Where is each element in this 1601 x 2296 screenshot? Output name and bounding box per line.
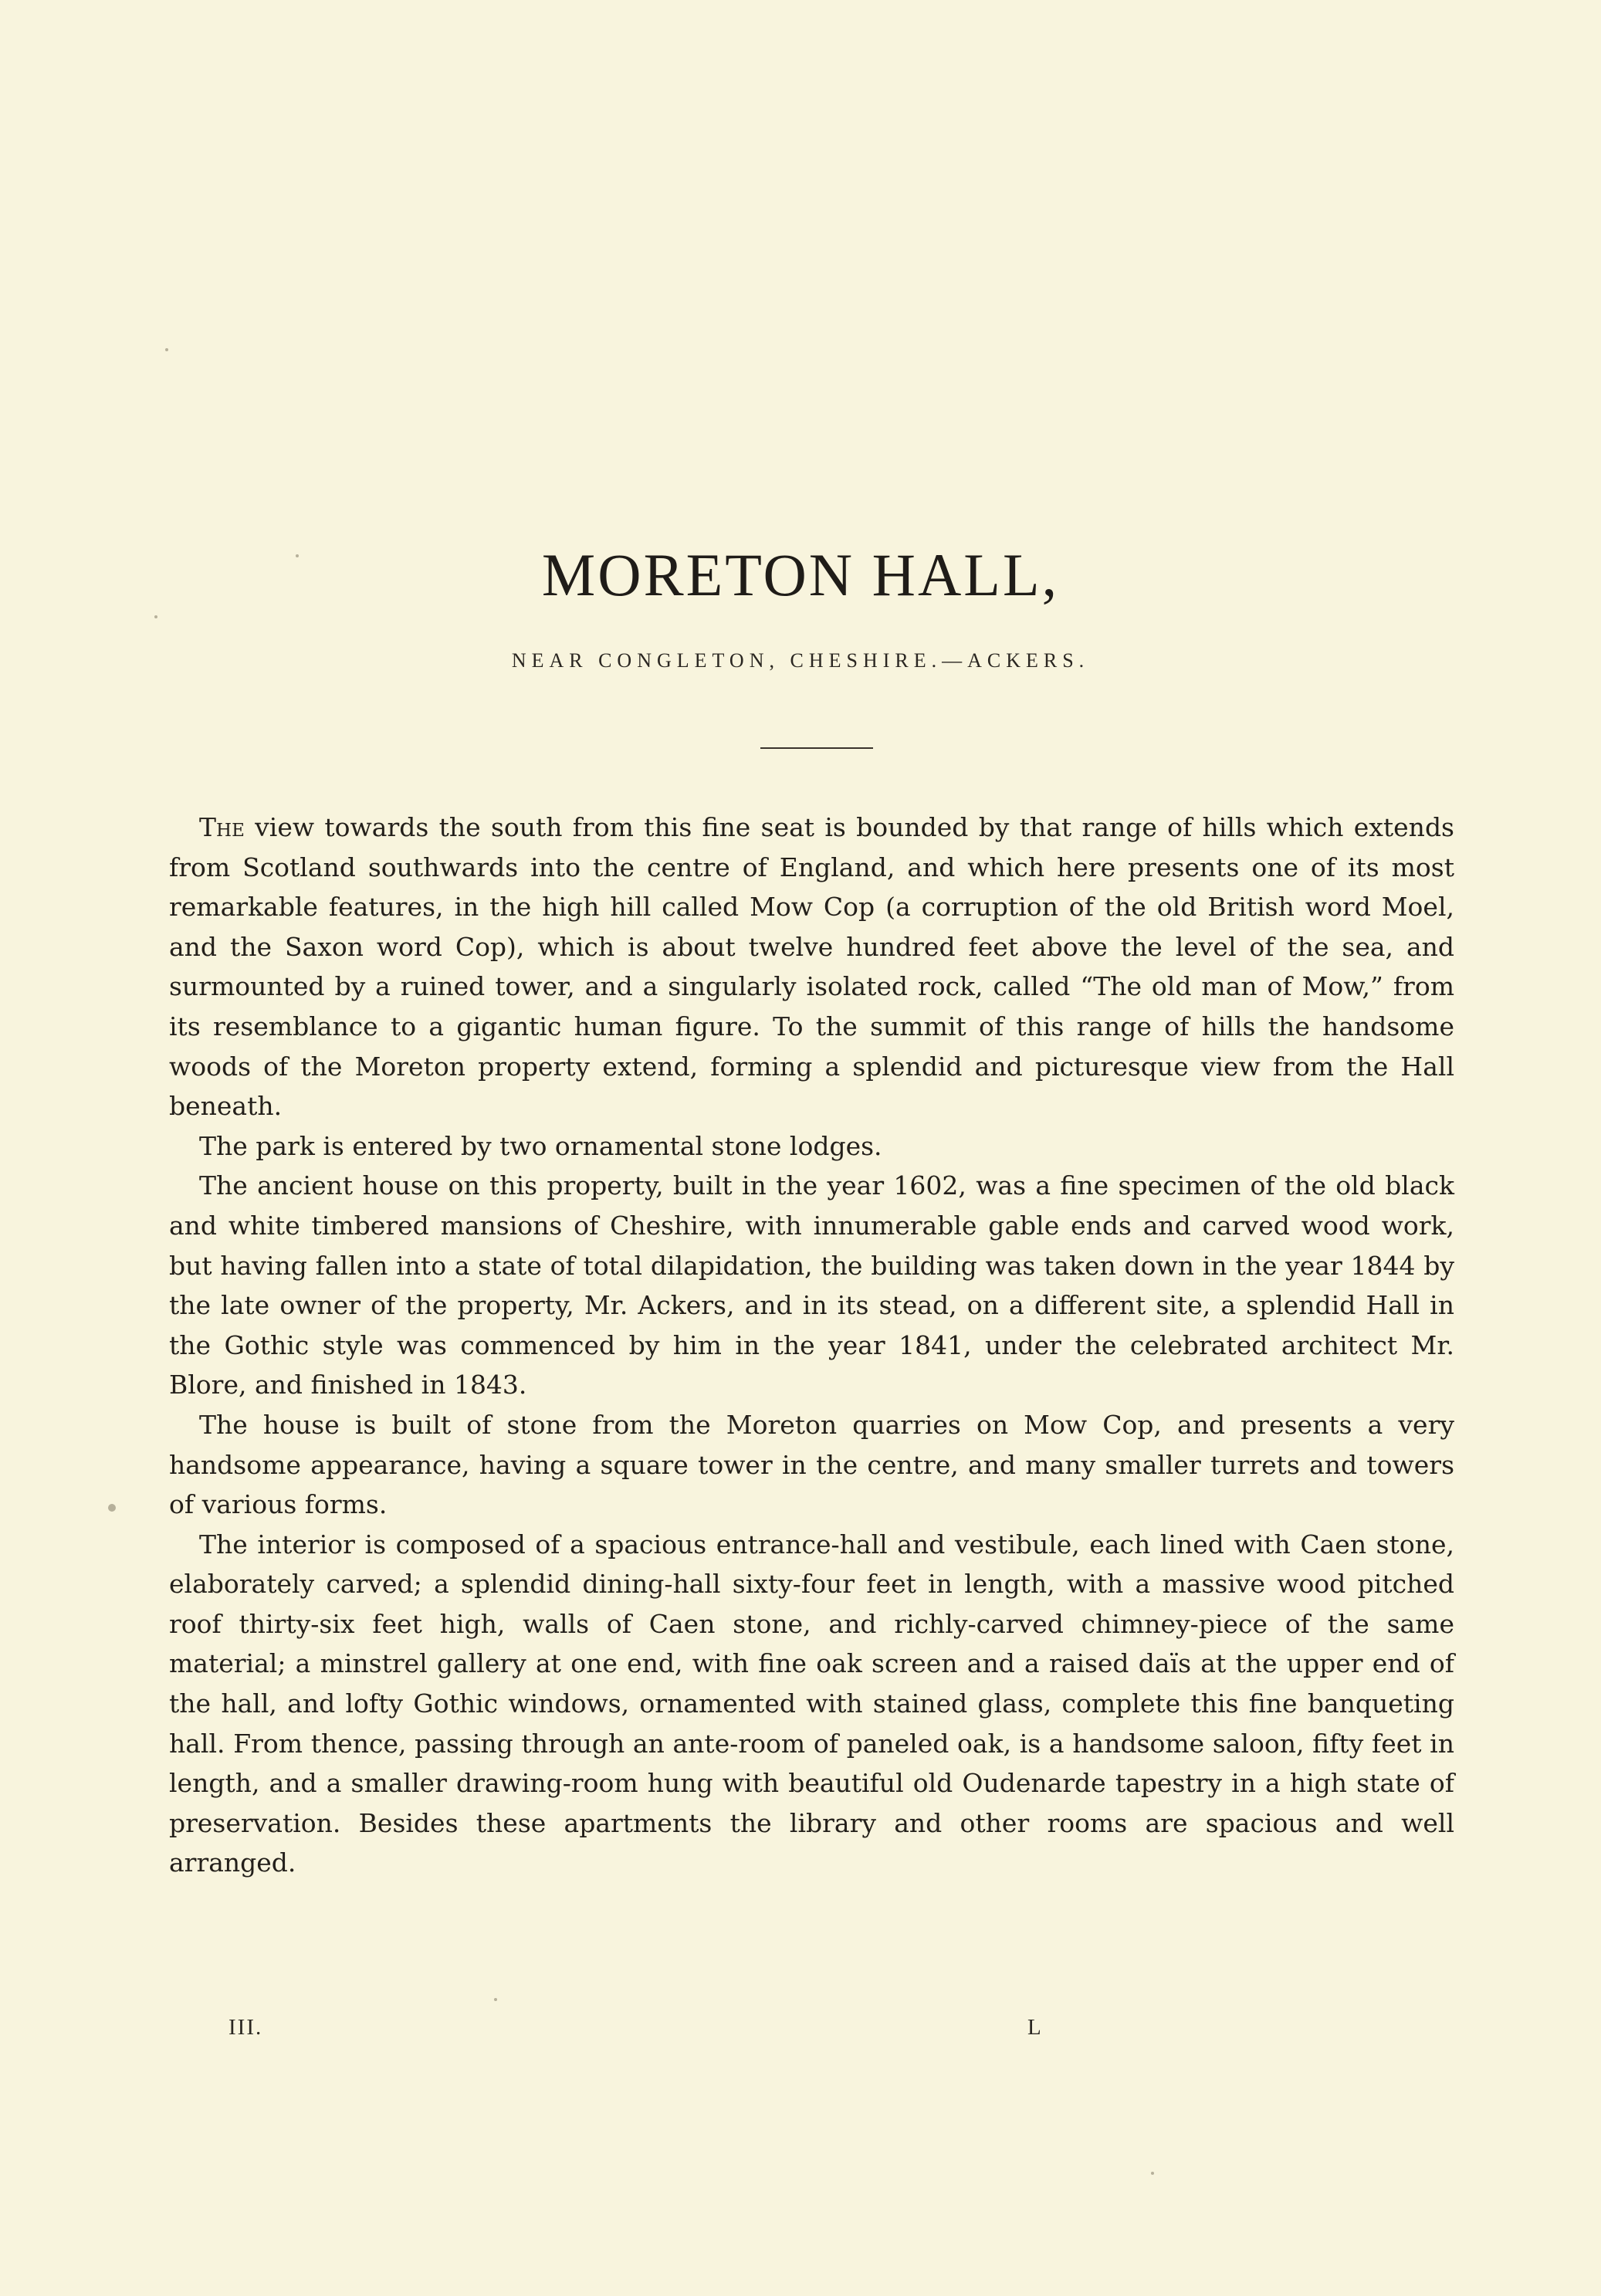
page-footer — [0, 2015, 1601, 2054]
paragraph-3: The ancient house on this property, built in the year 1602, was a fine specimen of the old black and white timbered mansions of Cheshire, with innumerable gable ends and carved wood work, but having fallen into a state of total dilapidation, the building was taken down in the year 1844 by the late owner of the property, Mr. Ackers, and in its stead, on a different site, a splendid Hall in the Gothic style was commenced by him in the year 1841, under the celebrated architect Mr. Blore, and finished in 1843. — [169, 1170, 1454, 1400]
paper-speck — [494, 1998, 497, 2001]
title-rule — [760, 747, 873, 749]
paragraph-1 — [169, 808, 1454, 1126]
paragraph-2: The park is entered by two ornamental stone lodges. — [199, 1130, 882, 1161]
paragraph-1-lead: The — [199, 812, 245, 842]
volume-number: III. — [228, 2015, 263, 2040]
paper-speck — [1151, 2172, 1154, 2175]
signature-mark: L — [1027, 2015, 1043, 2040]
body-text — [169, 808, 1454, 1883]
paper-speck — [296, 554, 299, 557]
paper-speck — [154, 615, 157, 618]
page-subtitle: NEAR CONGLETON, CHESHIRE.—ACKERS. — [511, 649, 1090, 672]
paragraph-4: The house is built of stone from the Moreton quarries on Mow Cop, and presents a very handsome appearance, having a square tower in the centre, and many smaller turrets and towers of various forms. — [169, 1409, 1454, 1520]
paragraph-1-text: view towards the south from this fine seat is bounded by that range of hills which extends from Scotland southwards into the centre of England, and which here presents one of its most remarkable features, in the high hill called Mow Cop (a corruption of the old British word Moel, and the Saxon word Cop), which is about twelve hundred feet above the level of the sea, and surmounted by a ruined tower, and a singularly isolated rock, called “The old man of Mow,” from its resemblance to a gigantic human figure. To the summit of this range of hills the handsome woods of the Moreton property extend, forming a splendid and picturesque view from the Hall beneath. — [169, 812, 1454, 1122]
paragraph-5: The interior is composed of a spacious entrance-hall and vestibule, each lined with Caen stone, elaborately carved; a splendid dining-hall sixty-four feet in length, with a massive wood pitched roof thirty-six feet high, walls of Caen stone, and richly-carved chimney-piece of the same material; a minstrel gallery at one end, with fine oak screen and a raised daïs at the upper end of the hall, and lofty Gothic windows, ornamented with stained glass, complete this fine banqueting hall. From thence, passing through an ante-room of paneled oak, is a handsome saloon, fifty feet in length, and a smaller drawing-room hung with beautiful old Oudenarde tapestry in a high state of preservation. Besides these apartments the library and other rooms are spacious and well arranged. — [169, 1529, 1454, 1878]
paper-speck — [108, 1504, 116, 1512]
paper-speck — [165, 348, 168, 351]
page-title: MORETON HALL, — [541, 541, 1060, 608]
